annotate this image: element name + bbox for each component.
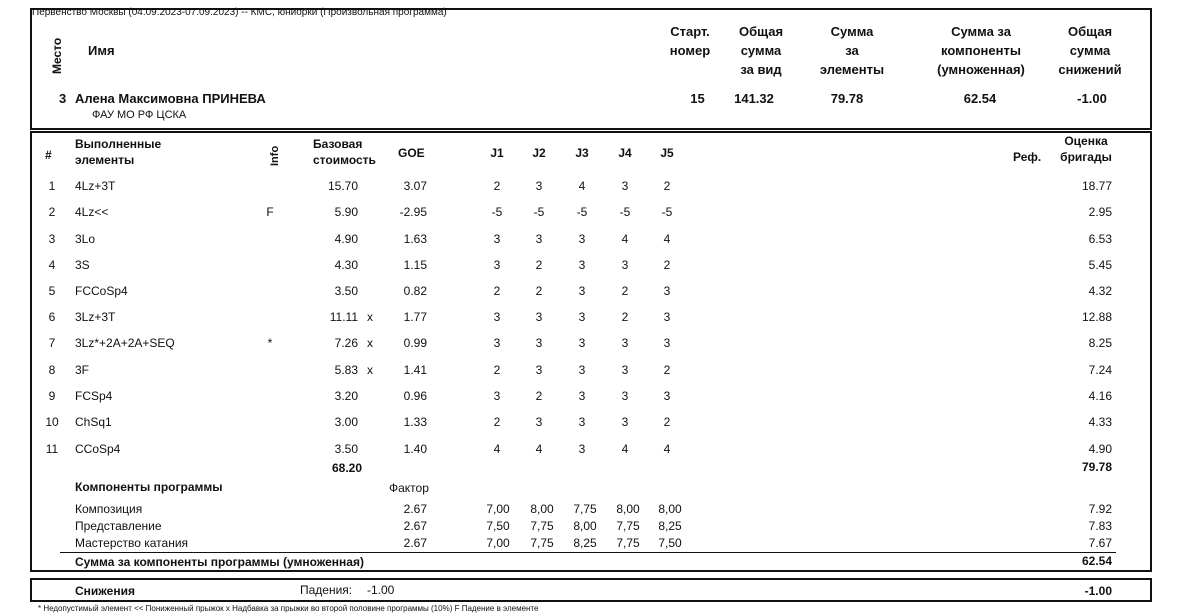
element-panel-score: 8.25 xyxy=(1088,336,1112,350)
element-goe: 0.96 xyxy=(403,389,427,403)
component-score: 7.83 xyxy=(1088,519,1112,533)
component-judge-3-score: 7,75 xyxy=(573,502,597,516)
total-score-header: Общая сумма за вид xyxy=(738,24,784,77)
element-panel-score: 4.32 xyxy=(1088,284,1112,298)
element-judge-2-score: 2 xyxy=(535,389,543,403)
component-judge-3-score: 8,25 xyxy=(573,536,597,550)
element-number-header: # xyxy=(45,148,52,162)
start-number-header: Старт. номер xyxy=(669,24,711,58)
element-judge-5-score: 2 xyxy=(663,258,671,272)
element-judge-3-score: 3 xyxy=(578,310,586,324)
skater-element-score: 79.78 xyxy=(830,91,864,106)
element-judge-4-score: 3 xyxy=(621,363,629,377)
element-goe: 1.40 xyxy=(403,442,427,456)
component-factor: 2.67 xyxy=(403,519,427,533)
goe-header: GOE xyxy=(398,146,425,160)
element-judge-1-score: 4 xyxy=(493,442,501,456)
component-factor: 2.67 xyxy=(403,536,427,550)
judge-1-header: J1 xyxy=(490,146,504,160)
component-judge-5-score: 7,50 xyxy=(658,536,682,550)
falls-label: Падения: xyxy=(300,583,353,597)
component-judge-5-score: 8,00 xyxy=(658,502,682,516)
element-name: CCoSp4 xyxy=(75,442,121,456)
deductions-label: Снижения xyxy=(75,584,135,598)
element-info: F xyxy=(266,205,274,219)
component-judge-2-score: 8,00 xyxy=(530,502,554,516)
element-judge-4-score: 3 xyxy=(621,336,629,350)
element-judge-3-score: 3 xyxy=(578,415,586,429)
element-number: 4 xyxy=(48,258,56,272)
element-goe: 1.15 xyxy=(403,258,427,272)
component-factor: 2.67 xyxy=(403,502,427,516)
element-judge-4-score: 4 xyxy=(621,442,629,456)
element-goe: 3.07 xyxy=(403,179,427,193)
component-judge-2-score: 7,75 xyxy=(530,536,554,550)
total-base-value: 68.20 xyxy=(331,461,362,475)
panel-score-header: Оценка бригады xyxy=(1060,134,1112,164)
element-judge-4-score: 2 xyxy=(621,284,629,298)
element-base-value: 7.26 xyxy=(334,336,358,350)
element-judge-1-score: -5 xyxy=(491,205,503,219)
element-judge-5-score: 3 xyxy=(663,310,671,324)
element-base-value: 4.90 xyxy=(334,232,358,246)
element-name: 3S xyxy=(75,258,90,272)
info-header: Info xyxy=(269,145,281,166)
element-judge-1-score: 3 xyxy=(493,310,501,324)
element-judge-5-score: 2 xyxy=(663,363,671,377)
component-judge-4-score: 8,00 xyxy=(616,502,640,516)
component-judge-2-score: 7,75 xyxy=(530,519,554,533)
element-goe: -2.95 xyxy=(399,205,427,219)
element-panel-score: 7.24 xyxy=(1088,363,1112,377)
element-judge-2-score: 3 xyxy=(535,415,543,429)
element-name: ChSq1 xyxy=(75,415,112,429)
component-name: Представление xyxy=(75,519,162,533)
element-name: 4Lz<< xyxy=(75,205,109,219)
component-name: Мастерство катания xyxy=(75,536,189,550)
skater-start-number: 15 xyxy=(690,91,705,106)
element-judge-2-score: 4 xyxy=(535,442,543,456)
element-judge-1-score: 2 xyxy=(493,415,501,429)
skater-total-deductions: -1.00 xyxy=(1077,91,1107,106)
element-number: 5 xyxy=(48,284,56,298)
element-name: FCSp4 xyxy=(75,389,113,403)
element-number: 6 xyxy=(48,310,56,324)
element-judge-4-score: 2 xyxy=(621,310,629,324)
element-number: 7 xyxy=(48,336,56,350)
element-judge-5-score: 4 xyxy=(663,232,671,246)
element-judge-1-score: 2 xyxy=(493,284,501,298)
element-judge-5-score: 3 xyxy=(663,389,671,403)
component-score: 7.67 xyxy=(1088,536,1112,550)
element-panel-score: 4.33 xyxy=(1088,415,1112,429)
element-judge-3-score: 3 xyxy=(578,232,586,246)
element-judge-5-score: -5 xyxy=(661,205,673,219)
element-judge-5-score: 4 xyxy=(663,442,671,456)
component-score: 7.92 xyxy=(1088,502,1112,516)
footnote: * Недопустимый элемент << Пониженный прыжок x Надбавка за прыжки во второй половине программы (10%) F Падение в элементе xyxy=(38,604,539,613)
skater-name: Алена Максимовна ПРИНЕВА xyxy=(75,91,266,106)
element-judge-2-score: 3 xyxy=(535,179,543,193)
component-judge-1-score: 7,00 xyxy=(486,536,510,550)
element-goe: 1.63 xyxy=(403,232,427,246)
executed-elements-header: Выполненные элементы xyxy=(75,137,162,167)
element-judge-5-score: 3 xyxy=(663,284,671,298)
element-judge-2-score: 3 xyxy=(535,336,543,350)
element-judge-1-score: 3 xyxy=(493,336,501,350)
element-judge-3-score: 3 xyxy=(578,258,586,272)
judge-4-header: J4 xyxy=(618,146,632,160)
element-base-value: 3.50 xyxy=(334,284,358,298)
element-judge-4-score: -5 xyxy=(619,205,631,219)
element-number: 9 xyxy=(48,389,56,403)
element-judge-3-score: 3 xyxy=(578,442,586,456)
component-judge-1-score: 7,00 xyxy=(486,502,510,516)
element-number: 8 xyxy=(48,363,56,377)
element-base-value: 11.11 xyxy=(329,310,358,324)
element-judge-2-score: 2 xyxy=(535,284,543,298)
element-judge-2-score: 3 xyxy=(535,232,543,246)
element-number: 10 xyxy=(45,415,59,429)
total-deductions-header: Общая сумма снижений xyxy=(1058,24,1122,77)
judge-3-header: J3 xyxy=(575,146,589,160)
element-base-value: 4.30 xyxy=(334,258,358,272)
element-judge-5-score: 2 xyxy=(663,179,671,193)
element-base-value: 3.00 xyxy=(334,415,358,429)
element-panel-score: 4.16 xyxy=(1088,389,1112,403)
element-judge-3-score: 3 xyxy=(578,336,586,350)
element-base-value: 5.90 xyxy=(334,205,358,219)
element-judge-2-score: 3 xyxy=(535,310,543,324)
element-judge-1-score: 2 xyxy=(493,363,501,377)
element-judge-4-score: 3 xyxy=(621,415,629,429)
element-judge-3-score: 3 xyxy=(578,363,586,377)
deductions-total: -1.00 xyxy=(1084,584,1112,598)
element-judge-4-score: 3 xyxy=(621,258,629,272)
element-judge-1-score: 2 xyxy=(493,179,501,193)
component-judge-3-score: 8,00 xyxy=(573,519,597,533)
element-judge-1-score: 3 xyxy=(493,232,501,246)
element-panel-score: 6.53 xyxy=(1088,232,1112,246)
component-judge-4-score: 7,75 xyxy=(616,519,640,533)
factor-header: Фактор xyxy=(389,481,429,495)
element-judge-2-score: 2 xyxy=(535,258,543,272)
element-name: 3Lz+3T xyxy=(75,310,116,324)
component-judge-5-score: 8,25 xyxy=(658,519,682,533)
element-number: 11 xyxy=(45,442,59,456)
element-panel-score: 2.95 xyxy=(1088,205,1112,219)
component-judge-1-score: 7,50 xyxy=(486,519,510,533)
element-goe: 1.77 xyxy=(403,310,427,324)
judge-5-header: J5 xyxy=(660,146,674,160)
components-total-divider xyxy=(60,552,1116,553)
element-base-value: 3.20 xyxy=(334,389,358,403)
deductions-box xyxy=(30,578,1152,602)
element-judge-3-score: 3 xyxy=(578,284,586,298)
element-name: 3F xyxy=(75,363,90,377)
element-name: 3Lz*+2A+2A+SEQ xyxy=(75,336,175,350)
components-title: Компоненты программы xyxy=(75,480,223,494)
element-judge-4-score: 4 xyxy=(621,232,629,246)
components-total-value: 62.54 xyxy=(1081,554,1112,568)
element-panel-score: 12.88 xyxy=(1081,310,1112,324)
element-number: 3 xyxy=(48,232,56,246)
element-base-value: 5.83 xyxy=(334,363,358,377)
skater-club: ФАУ МО РФ ЦСКА xyxy=(92,109,187,121)
element-judge-3-score: 4 xyxy=(578,179,586,193)
skater-total-score: 141.32 xyxy=(734,91,774,106)
element-name: 3Lo xyxy=(75,232,96,246)
component-score-header: Сумма за компоненты (умноженная) xyxy=(937,24,1025,77)
element-bonus-marker: x xyxy=(367,363,373,377)
falls-value: -1.00 xyxy=(367,583,395,597)
element-judge-2-score: -5 xyxy=(533,205,545,219)
skater-place: 3 xyxy=(59,91,67,106)
element-goe: 0.99 xyxy=(403,336,427,350)
total-element-score: 79.78 xyxy=(1081,460,1112,474)
element-judge-1-score: 3 xyxy=(493,389,501,403)
element-name: FCCoSp4 xyxy=(75,284,128,298)
base-value-header: Базовая стоимость xyxy=(313,137,376,167)
element-panel-score: 18.77 xyxy=(1081,179,1112,193)
judge-2-header: J2 xyxy=(532,146,546,160)
element-bonus-marker: x xyxy=(367,336,373,350)
element-bonus-marker: x xyxy=(367,310,373,324)
element-judge-5-score: 2 xyxy=(663,415,671,429)
skater-component-score: 62.54 xyxy=(963,91,997,106)
element-number: 1 xyxy=(48,179,56,193)
element-info: * xyxy=(267,336,273,350)
element-panel-score: 4.90 xyxy=(1088,442,1112,456)
component-judge-4-score: 7,75 xyxy=(616,536,640,550)
name-header: Имя xyxy=(88,43,115,58)
element-score-header: Сумма за элементы xyxy=(819,24,885,77)
element-base-value: 3.50 xyxy=(334,442,358,456)
element-goe: 0.82 xyxy=(403,284,427,298)
element-name: 4Lz+3T xyxy=(75,179,116,193)
referee-header: Реф. xyxy=(1013,150,1042,164)
deductions-divider xyxy=(60,579,1116,580)
place-header: Место xyxy=(50,37,64,74)
component-name: Композиция xyxy=(75,502,143,516)
element-judge-4-score: 3 xyxy=(621,179,629,193)
element-judge-4-score: 3 xyxy=(621,389,629,403)
element-base-value: 15.70 xyxy=(327,179,358,193)
element-judge-2-score: 3 xyxy=(535,363,543,377)
element-judge-3-score: -5 xyxy=(576,205,588,219)
element-judge-3-score: 3 xyxy=(578,389,586,403)
element-goe: 1.41 xyxy=(403,363,427,377)
element-number: 2 xyxy=(48,205,56,219)
element-panel-score: 5.45 xyxy=(1088,258,1112,272)
element-goe: 1.33 xyxy=(403,415,427,429)
element-judge-1-score: 3 xyxy=(493,258,501,272)
components-total-label: Сумма за компоненты программы (умноженная) xyxy=(75,555,364,569)
element-judge-5-score: 3 xyxy=(663,336,671,350)
event-title: Первенство Москвы (04.09.2023-07.09.2023) -- КМС, юниорки (Произвольная программа) xyxy=(32,7,447,18)
